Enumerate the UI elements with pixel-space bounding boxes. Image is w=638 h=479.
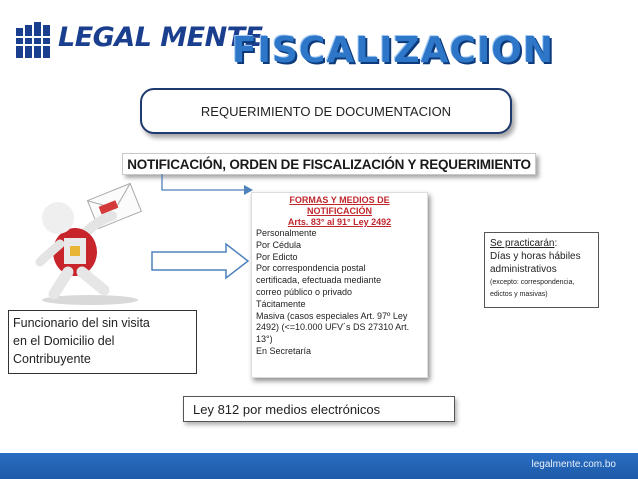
- notification-label: NOTIFICACIÓN, ORDEN DE FISCALIZACIÓN Y REQUERIMIENTO: [127, 156, 531, 172]
- list-item: Por Edicto: [256, 251, 298, 262]
- messenger-figure-icon: [20, 178, 160, 306]
- schedule-note-heading-text: Se practicarán: [490, 238, 555, 249]
- requirement-box: [140, 88, 512, 134]
- forms-heading-line: Arts. 83° al 91° Ley 2492: [287, 217, 392, 227]
- list-item: 13°): [256, 334, 273, 345]
- schedule-note-colon: :: [554, 238, 558, 249]
- list-item: Por correspondencia postal: [256, 263, 366, 274]
- arrow-down-right-icon: [160, 172, 255, 202]
- requirement-label: REQUERIMIENTO DE DOCUMENTACION: [200, 103, 452, 119]
- schedule-note-small: (excepto: correspondencia,: [490, 279, 575, 286]
- list-item: En Secretaría: [256, 345, 312, 356]
- forms-heading-line: NOTIFICACIÓN: [307, 206, 372, 216]
- schedule-note-line: administrativos: [490, 264, 557, 275]
- list-item: 2492) (<=10.000 UFV´s DS 27310 Art.: [256, 322, 410, 333]
- forms-heading: [256, 195, 423, 228]
- officer-visit-box: [8, 310, 197, 374]
- footer-url: legalmente.com.bo: [531, 459, 616, 470]
- schedule-note-box: [484, 232, 599, 308]
- schedule-note-heading: [490, 237, 593, 250]
- schedule-note-line: Días y horas hábiles: [490, 251, 581, 262]
- schedule-note-small: edictos y masivas): [490, 290, 548, 298]
- list-item: certificada, efectuada mediante: [256, 275, 382, 286]
- list-item: Masiva (casos especiales Art. 97º Ley: [256, 310, 408, 321]
- big-arrow-icon: [150, 242, 250, 280]
- list-item: Tácitamente: [256, 298, 306, 309]
- law-label: Ley 812 por medios electrónicos: [193, 401, 381, 417]
- page-title: FISCALIZACION: [232, 30, 555, 71]
- officer-visit-line: Funcionario del sin visita: [13, 316, 150, 330]
- list-item: correo público o privado: [256, 286, 353, 297]
- forms-heading-line: FORMAS Y MEDIOS DE: [289, 195, 390, 205]
- list-item: Por Cédula: [256, 239, 302, 250]
- list-item: Personalmente: [256, 228, 317, 238]
- forms-list: [256, 228, 423, 358]
- officer-visit-line: Contribuyente: [13, 352, 91, 366]
- logo-text: LEGAL MENTE: [58, 22, 263, 53]
- logo-icon: [14, 22, 54, 60]
- officer-visit-line: en el Domicilio del: [13, 334, 115, 348]
- law-box: [183, 396, 455, 422]
- notification-forms-box: [251, 192, 428, 378]
